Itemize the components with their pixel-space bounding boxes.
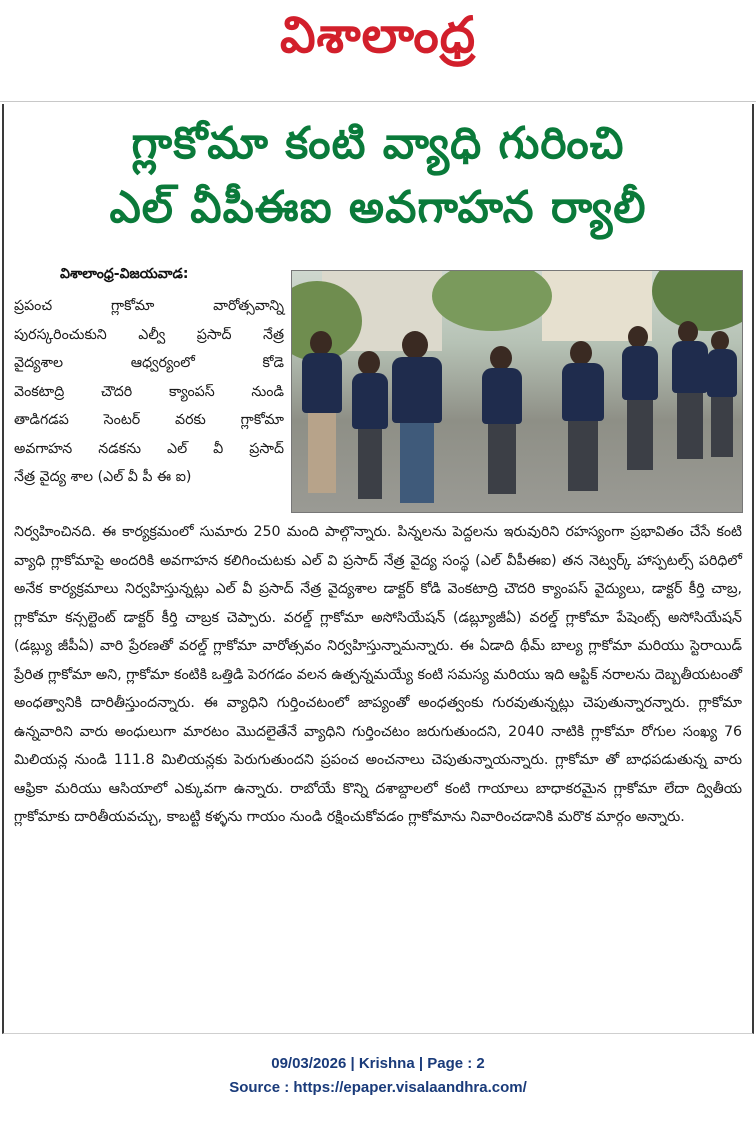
article-headline [0,112,756,240]
newspaper-logo: విశాలాంధ్ర [279,5,477,64]
lead-line: వెంకటాద్రి చౌదరి క్యాంపస్ నుండి [14,383,284,400]
lead-line: నేత్ర వైద్య శాల (ఎల్ వీ పీ ఈ ఐ) [14,469,192,485]
lead-line: ప్రపంచ గ్లాకోమా వారోత్సవాన్ని [14,298,284,314]
article-byline: విశాలాంధ్ర-విజయవాడ: [60,266,189,282]
headline-line-2: ఎల్ వీపీఈఐ అవగాహన ర్యాలీ [109,182,647,233]
headline-line-1: గ్లాకోమా కంటి వ్యాధి గురించి [131,118,625,169]
lead-line: పురస్కరించుకుని ఎల్వీ ప్రసాద్ నేత్ర [14,326,284,343]
article-lead-column [14,292,284,492]
lead-line: అవగాహన నడకను ఎల్ వీ ప్రసాద్ [14,440,284,457]
source-link[interactable]: Source : https://epaper.visalaandhra.com/ [229,1079,527,1096]
article-body [14,518,742,832]
lead-line: వైద్యశాల ఆధ్వర్యంలో కోడె [14,355,284,371]
lead-line: తాడిగడప సెంటర్ వరకు గ్లాకోమా [14,412,284,428]
header-divider [0,101,756,102]
edition-meta: 09/03/2026 | Krishna | Page : 2 [271,1055,485,1072]
page-footer [0,1052,756,1100]
article-body-paragraph: నిర్వహించినది. ఈ కార్యక్రమంలో సుమారు 250 మంది పాల్గొన్నారు. పిన్నలను పెద్దలను ఇరువురిని రహస్యంగా ప్రభావితం చేసే కంటి వ్యాధి గ్లాకోమాపై అందరికి అవగాహన కలిగించుటకు ఎల్ వి ప్రసాద్ నేత్ర వైద్య సంస్థ (ఎల్ వీపీఈఐ) తన నెట్వర్క్ హాస్పటల్స్ పరిధిలో అనేక కార్యక్రమాలు నిర్వహిస్తున్నట్లు ఎల్ వీ ప్రసాద్ నేత్ర వైద్యశాల డాక్టర్ కోడి వెంకటాద్రి చౌదరి క్యాంపస్ వైద్యులు, డాక్టర్ కీర్తి చాబ్ర, గ్లాకోమా కన్సల్టెంట్ డాక్టర్ కీర్తి చాబ్రక చెప్పారు. వరల్డ్ గ్లాకోమా అసోసియేషన్ (డబ్ల్యూజీఏ) వరల్డ్ గ్లాకోమా పేషెంట్స్ అసోసియేషన్ (డబ్ల్యు జీపీఏ) వారి ప్రేరణతో వరల్డ్ గ్లాకోమా వారోత్సవం నిర్వహిస్తున్నామన్నారు. ఈ ఏడాది థీమ్ బాల్య గ్లాకోమా మరియు స్టెరాయిడ్ ప్రేరిత గ్లాకోమా అని, గ్లాకోమా కంటికి ఒత్తిడి పెరగడం వలన ఉత్పన్నమయ్యే కంటి సమస్య మరియు ఇది ఆప్టిక్ నరాలను దెబ్బతీయటంతో అంధత్వానికి దారితీస్తుందన్నారు. ఈ వ్యాధిని గుర్తించటంలో జాప్యంతో అంధత్వంకు గురవుతున్నట్లు చెపుతున్నారన్నారు. గ్లాకోమా ఉన్నవారిని వారు అంధులుగా మారటం మొదలైతేనే వ్యాధిని గుర్తించటం జరుగుతుందని, 2040 నాటికి గ్లాకోమా రోగుల సంఖ్య 76 మిలియన్ల నుండి 111.8 మిలియన్లకు పెరుగుతుందని ప్రపంచ అంచనాలు చెపుతున్నాయన్నారు. గ్లాకోమా తో బాధపడుతున్న వారు ఆఫ్రికా మరియు ఆసియాలో ఎక్కువగా ఉన్నారు. రాబోయే కొన్ని దశాబ్దాలలో కంటి గాయాలు బాధాకరమైన గ్లాకోమా లేదా ద్వితీయ గ్లాకోమాకు దారితీయవచ్చు, కాబట్టి కళ్ళను గాయం నుండి రక్షించుకోవడం గ్లాకోమాను నివారించడానికి మరొక మార్గం అన్నారు. [14,524,742,825]
rally-photo [291,270,743,513]
masthead [0,0,756,72]
